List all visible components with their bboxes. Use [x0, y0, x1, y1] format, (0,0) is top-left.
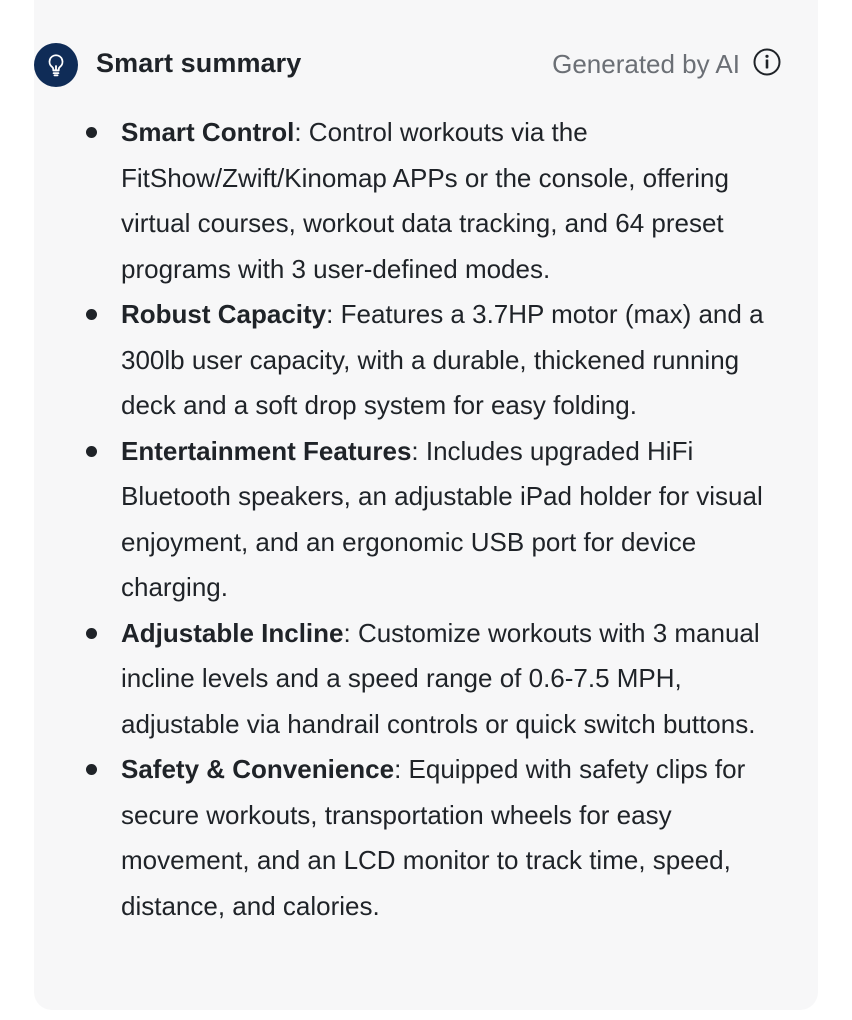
- bullet-text: : Features a 3.7HP motor (max) and a 300lb user capacity, with a durable, thickened running deck and a soft drop system for easy folding.: [121, 299, 764, 420]
- generated-by-ai-label: Generated by AI: [552, 49, 740, 79]
- bullet-term: Robust Capacity: [121, 299, 327, 329]
- bullet-dot: [86, 446, 97, 457]
- bullet-dot: [86, 628, 97, 639]
- list-item: [86, 110, 766, 292]
- list-item: [86, 611, 766, 748]
- bullet-text: : Includes upgraded HiFi Bluetooth speakers, an adjustable iPad holder for visual enjoyment, and an ergonomic USB port for device charging.: [121, 435, 763, 602]
- lightbulb-icon: [34, 43, 78, 87]
- list-item: [86, 292, 766, 429]
- summary-header: [34, 40, 784, 88]
- summary-title: Smart summary: [96, 48, 302, 78]
- bullet-term: Safety & Convenience: [121, 754, 395, 784]
- bullet-term: Adjustable Incline: [121, 617, 344, 648]
- bullet-dot: [86, 127, 97, 138]
- bullet-dot: [86, 764, 97, 775]
- bullet-term: Smart Control: [121, 117, 295, 147]
- bullet-text: : Equipped with safety clips for secure workouts, transportation wheels for easy movement, and an LCD monitor to track time, speed, distance, and calories.: [121, 754, 746, 921]
- summary-bullet-list: [86, 110, 766, 929]
- list-item: [86, 429, 766, 611]
- bullet-dot: [86, 309, 97, 320]
- bullet-text: : Control workouts via the FitShow/Zwift/Kinomap APPs or the console, offering virtual courses, workout data tracking, and 64 preset programs with 3 user-defined modes.: [121, 117, 729, 284]
- info-icon[interactable]: [752, 47, 782, 77]
- list-item: [86, 747, 766, 929]
- bullet-term: Entertainment Features: [121, 435, 412, 466]
- bullet-text: : Customize workouts with 3 manual incline levels and a speed range of 0.6-7.5 MPH, adjustable via handrail controls or quick switch buttons.: [121, 617, 760, 739]
